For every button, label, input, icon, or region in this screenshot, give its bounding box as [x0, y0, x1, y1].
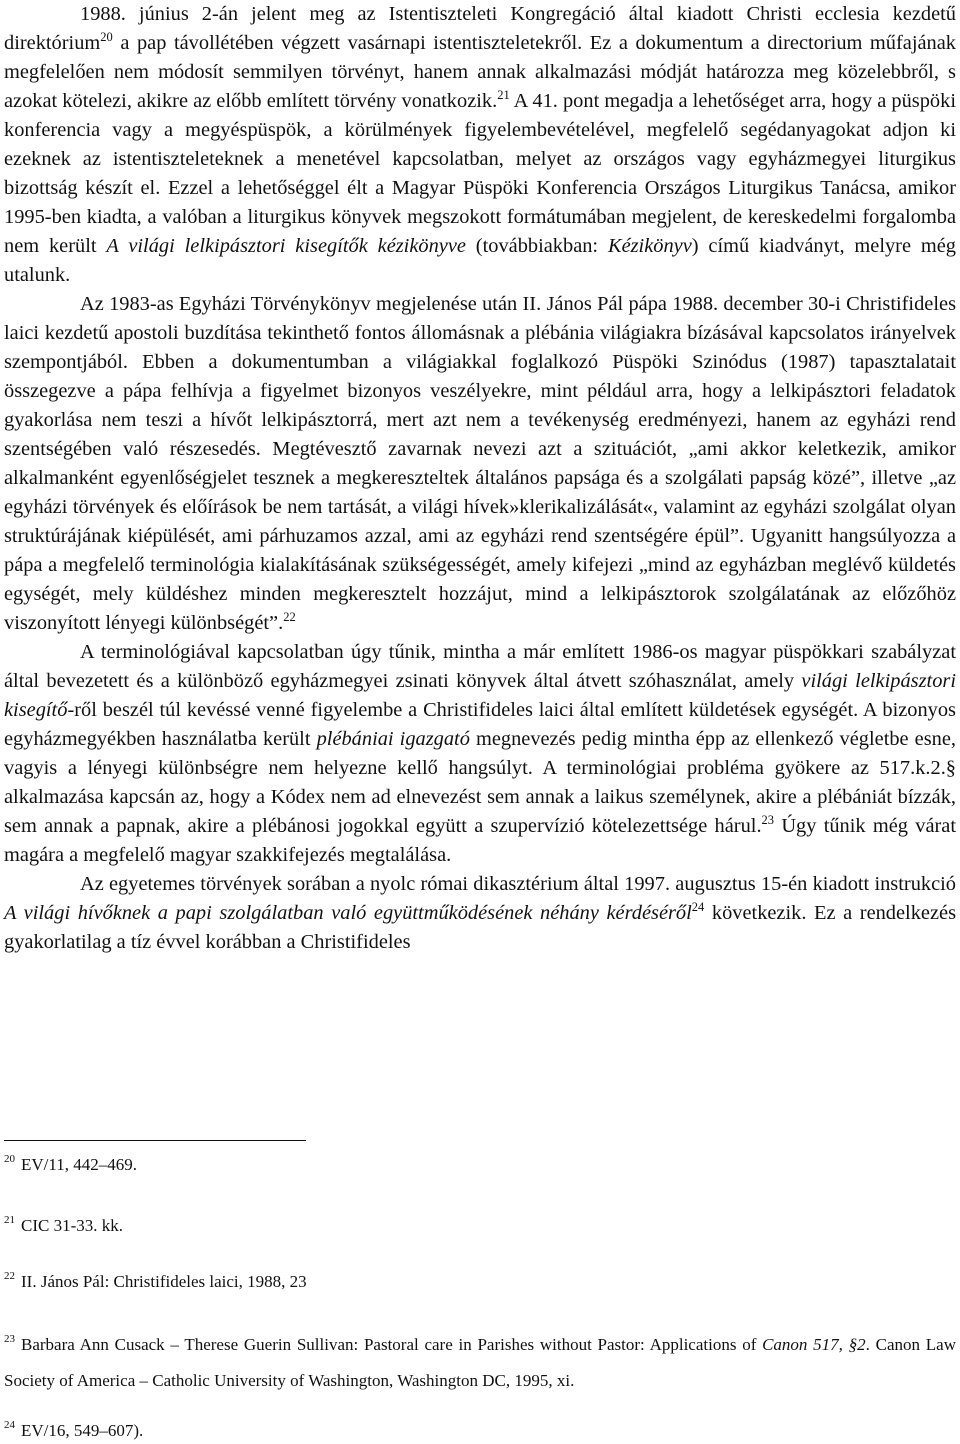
footnote-ref-22[interactable]: 22 — [283, 610, 296, 624]
footnote-ref-21[interactable]: 21 — [497, 88, 510, 102]
paragraph-4-text-b: következik. Ez a rendelkezés gyakorlatilag a tíz évvel korábban a Christifideles — [4, 902, 957, 953]
paragraph-3-text-b: -ről beszél túl kevéssé venné figyelembe a Christifideles laici által említett küldetések egységét. A bizonyos egyházmegyékben használatba került — [4, 699, 956, 750]
paragraph-2 — [4, 290, 956, 638]
footnote-number: 20 — [4, 1153, 15, 1165]
paragraph-1-text-d: (továbbiakban: — [465, 235, 608, 257]
footnote-text: EV/11, 442–469. — [21, 1155, 138, 1174]
footnote-text-a: Barbara Ann Cusack – Therese Guerin Sullivan: Pastoral care in Parishes without Pastor: Applications of — [21, 1335, 763, 1354]
paragraph-4 — [4, 870, 956, 957]
paragraph-3-text-a: A terminológiával kapcsolatban úgy tűnik, mintha a már említett 1986-os magyar püspökkari szabályzat által bevezetett és a különböző egyházmegyei zsinati könyvek által átvett szóhasználat, amely — [4, 641, 956, 692]
paragraph-1-text-c: A 41. pont megadja a lehetőséget arra, hogy a püspöki konferencia vagy a megyéspüspök, a körülmények figyelembevételével, megfelelő segédanyagokat adjon ki ezeknek az istentiszteleteknek a menetével kapcsolatban, melyet az országos vagy egyházmegyei liturgikus bizottság készít el. Ezzel a lehetőséggel élt a Magyar Püspöki Konferencia Országos Liturgikus Tanácsa, amikor 1995-ben kiadta, a valóban a liturgikus könyvek megszokott formátumában megjelent, de kereskedelmi forgalomba nem került — [4, 90, 956, 257]
paragraph-4-text-a: Az egyetemes törvények sorában a nyolc római dikasztérium által 1997. augusztus 15-én kiadott instrukció — [80, 873, 956, 895]
paragraph-1-text-a: 1988. június 2-án jelent meg az Istentiszteleti Kongregáció által kiadott Christi ecclesia kezdetű direktórium — [4, 3, 956, 54]
paragraph-2-text: Az 1983-as Egyházi Törvénykönyv megjelenése után II. János Pál pápa 1988. december 30-i Christifideles laici kezdetű apostoli buzdítása tekinthető fontos állomásnak a plébánia világiakra bízásával kapcsolatos irányelvek szempontjából. Ebben a dokumentumban a világiakkal foglalkozó Püspöki Szinódus (1987) tapasztalatait összegezve a pápa felhívja a figyelmet bizonyos veszélyekre, mint például arra, hogy a lelkipásztori feladatok gyakorlása nem teszi a hívőt lelkipásztorrá, mert azt nem a tevékenység eredményezi, hanem az egyházi rend szentségében való részesedés. Megtévesztő zavarnak nevezi azt a szituációt, „ami akkor keletkezik, amikor alkalmanként egyenlőségjelet tesznek a megkereszteltek általános papsága és a szolgálati papság közé”, illetve „az egyházi törvények és előírások be nem tartását, a világi hívek»klerikalizálását«, valamint az egyházi szolgálat olyan struktúrájának kiépülését, ami párhuzamos azzal, ami az egyházi rend szentségére épül”. Ugyanitt hangsúlyozza a pápa a megfelelő terminológia kialakításának szükségességét, amely kifejezi „mind az egyházban meglévő küldetés egységét, mely küldéshez minden megkeresztelt hozzájut, mind a lelkipásztorok szolgálatának az előzőhöz viszonyított lényegi különbségét”. — [4, 293, 956, 634]
footnote-ref-23[interactable]: 23 — [761, 813, 775, 827]
paragraph-1 — [4, 0, 956, 290]
term-vilagi-kisegito: világi lelkipásztori kisegítő — [4, 670, 956, 721]
footnote-ref-24[interactable]: 24 — [691, 900, 705, 914]
footnote-23 — [4, 1327, 956, 1399]
short-title-kezikonyv: Kézikönyv — [607, 235, 692, 257]
footnote-number: 21 — [4, 1214, 15, 1226]
footnote-text: CIC 31-33. kk. — [21, 1216, 123, 1235]
footnote-24 — [4, 1420, 143, 1441]
footnote-text-b: . Canon Law Society of America – Catholic University of Washington, Washington DC, 1995, xi. — [4, 1335, 956, 1390]
paragraph-1-text-b: a pap távollétében végzett vasárnapi istentiszteletekről. Ez a dokumentum a directorium műfajának megfelelően nem módosít semmilyen törvényt, hanem annak alkalmazási módját határozza meg közelebbről, s azokat kötelezi, akikre az előbb említett törvény vonatkozik. — [4, 32, 956, 112]
footnote-number: 23 — [4, 1333, 15, 1345]
footnote-number: 24 — [4, 1419, 15, 1431]
footnote-canon-title: Canon 517, §2 — [762, 1335, 866, 1354]
paragraph-3-text-c: megnevezés pedig mintha épp az ellenkező végletbe esne, vagyis a lényegi különbségre nem helyezne kellő hangsúlyt. A terminológiai probléma gyökere az 517.k.2.§ alkalmazása kapcsán az, hogy a Kódex nem ad elnevezést sem annak a laikus személynek, akire a plébániát bízzák, sem annak a papnak, akire a plébánosi jogokkal együtt a szupervízió kötelezettsége hárul. — [4, 728, 956, 837]
paragraph-3 — [4, 638, 956, 870]
footnote-21 — [4, 1215, 123, 1236]
footnote-text: II. János Pál: Christifideles laici, 1988, 23 — [21, 1272, 307, 1291]
book-title-kezikonyv: A világi lelkipásztori kisegítők kézikönyve — [106, 235, 466, 257]
footnote-ref-20[interactable]: 20 — [100, 30, 113, 44]
footnote-20 — [4, 1154, 137, 1175]
term-plebaniai-igazgato: plébániai igazgató — [316, 728, 470, 750]
footnote-text: EV/16, 549–607). — [21, 1421, 144, 1440]
paragraph-3-text-d: Úgy tűnik még várat magára a megfelelő magyar szakkifejezés megtalálása. — [4, 815, 956, 866]
main-text — [4, 0, 956, 957]
footnote-divider — [4, 1140, 306, 1141]
footnote-number: 22 — [4, 1270, 15, 1282]
instruction-title: A világi hívőknek a papi szolgálatban való együttműködésének néhány kérdéséről — [4, 902, 692, 924]
paragraph-1-text-e: ) című kiadványt, melyre még utalunk. — [4, 235, 956, 286]
footnote-22 — [4, 1271, 307, 1292]
